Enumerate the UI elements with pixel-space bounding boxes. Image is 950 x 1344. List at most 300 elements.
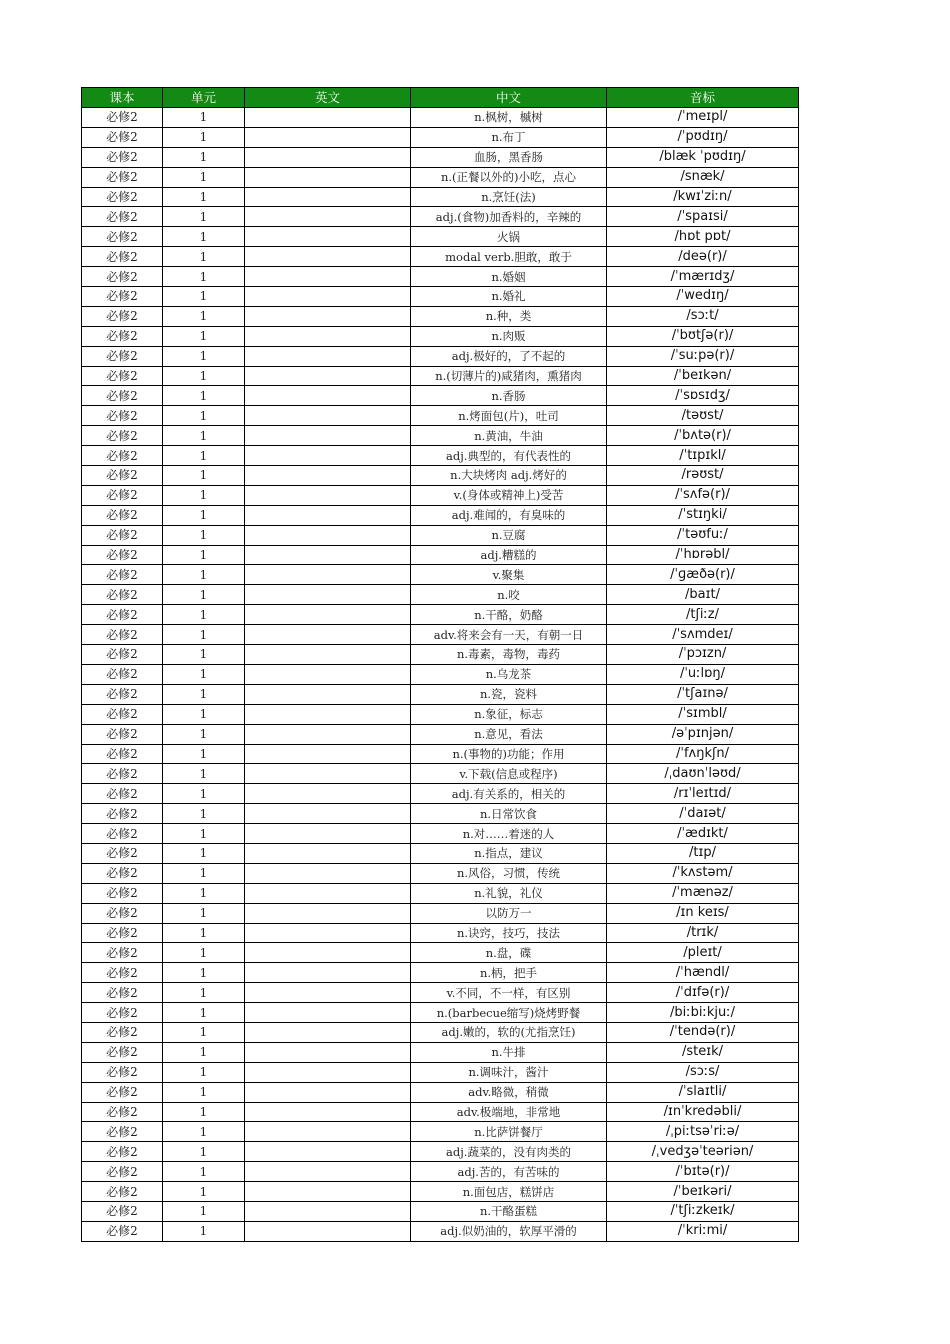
cell-unit: 1 — [163, 446, 245, 466]
cell-ipa: /ˌpiːtsəˈriːə/ — [607, 1122, 799, 1142]
table-row — [82, 963, 799, 983]
table-row — [82, 1003, 799, 1023]
cell-book: 必修2 — [82, 883, 163, 903]
cell-english — [245, 366, 411, 386]
cell-unit: 1 — [163, 187, 245, 207]
cell-ipa: /ˈbʌtə(r)/ — [607, 426, 799, 446]
cell-english — [245, 585, 411, 605]
table-row — [82, 744, 799, 764]
table-row — [82, 1201, 799, 1221]
cell-chinese: adv.将来会有一天，有朝一日 — [411, 625, 607, 645]
cell-ipa: /təʊst/ — [607, 406, 799, 426]
cell-english — [245, 346, 411, 366]
cell-unit: 1 — [163, 724, 245, 744]
table-row — [82, 147, 799, 167]
cell-unit: 1 — [163, 1122, 245, 1142]
cell-unit: 1 — [163, 664, 245, 684]
table-row — [82, 983, 799, 1003]
cell-unit: 1 — [163, 1201, 245, 1221]
cell-unit: 1 — [163, 1142, 245, 1162]
cell-ipa: /ˈbeɪkən/ — [607, 366, 799, 386]
table-row — [82, 485, 799, 505]
cell-chinese: n.风俗，习惯，传统 — [411, 863, 607, 883]
cell-unit: 1 — [163, 625, 245, 645]
cell-unit: 1 — [163, 1221, 245, 1241]
cell-english — [245, 1062, 411, 1082]
cell-unit: 1 — [163, 1082, 245, 1102]
cell-english — [245, 645, 411, 665]
cell-unit: 1 — [163, 784, 245, 804]
table-row — [82, 346, 799, 366]
cell-ipa: /ɪnˈkredəbli/ — [607, 1102, 799, 1122]
cell-english — [245, 883, 411, 903]
cell-book: 必修2 — [82, 1082, 163, 1102]
cell-ipa: /ˈhændl/ — [607, 963, 799, 983]
cell-unit: 1 — [163, 645, 245, 665]
cell-ipa: /ˈslaɪtli/ — [607, 1082, 799, 1102]
cell-book: 必修2 — [82, 684, 163, 704]
cell-book: 必修2 — [82, 804, 163, 824]
cell-ipa: /ˈwedɪŋ/ — [607, 287, 799, 307]
table-row — [82, 863, 799, 883]
cell-chinese: n.(事物的)功能；作用 — [411, 744, 607, 764]
cell-ipa: /steɪk/ — [607, 1042, 799, 1062]
table-row — [82, 1142, 799, 1162]
table-row — [82, 565, 799, 585]
cell-english — [245, 684, 411, 704]
table-row — [82, 684, 799, 704]
cell-english — [245, 1102, 411, 1122]
cell-unit: 1 — [163, 764, 245, 784]
cell-english — [245, 127, 411, 147]
cell-ipa: /trɪk/ — [607, 923, 799, 943]
table-row — [82, 764, 799, 784]
cell-book: 必修2 — [82, 704, 163, 724]
cell-unit: 1 — [163, 983, 245, 1003]
cell-unit: 1 — [163, 744, 245, 764]
cell-unit: 1 — [163, 963, 245, 983]
cell-ipa: /blæk ˈpʊdɪŋ/ — [607, 147, 799, 167]
table-row — [82, 1221, 799, 1241]
table-row — [82, 605, 799, 625]
cell-chinese: adv.极端地，非常地 — [411, 1102, 607, 1122]
cell-chinese: n.盘，碟 — [411, 943, 607, 963]
cell-chinese: n.干酪，奶酪 — [411, 605, 607, 625]
cell-chinese: n.对……着迷的人 — [411, 824, 607, 844]
cell-ipa: /ˈmænəz/ — [607, 883, 799, 903]
cell-english — [245, 804, 411, 824]
cell-book: 必修2 — [82, 1221, 163, 1241]
cell-book: 必修2 — [82, 903, 163, 923]
cell-book: 必修2 — [82, 366, 163, 386]
column-header-ipa: 音标 — [607, 88, 799, 108]
cell-ipa: /ˈdaɪət/ — [607, 804, 799, 824]
cell-chinese: n.柄，把手 — [411, 963, 607, 983]
cell-ipa: /ˈbɪtə(r)/ — [607, 1162, 799, 1182]
cell-ipa: /ˈfʌŋkʃn/ — [607, 744, 799, 764]
table-row — [82, 505, 799, 525]
cell-chinese: adj.难闻的，有臭味的 — [411, 505, 607, 525]
table-row — [82, 326, 799, 346]
cell-ipa: /biːbiːkjuː/ — [607, 1003, 799, 1023]
cell-english — [245, 863, 411, 883]
cell-ipa: /ˈsɪmbl/ — [607, 704, 799, 724]
cell-unit: 1 — [163, 167, 245, 187]
cell-chinese: n.瓷，瓷料 — [411, 684, 607, 704]
cell-ipa: /ˈmeɪpl/ — [607, 108, 799, 128]
table-row — [82, 446, 799, 466]
cell-english — [245, 247, 411, 267]
cell-chinese: n.(barbecue缩写)烧烤野餐 — [411, 1003, 607, 1023]
cell-chinese: n.牛排 — [411, 1042, 607, 1062]
table-row — [82, 386, 799, 406]
cell-chinese: n.大块烤肉 adj.烤好的 — [411, 466, 607, 486]
cell-book: 必修2 — [82, 267, 163, 287]
cell-english — [245, 1142, 411, 1162]
cell-chinese: n.指点，建议 — [411, 843, 607, 863]
cell-chinese: modal verb.胆敢，敢于 — [411, 247, 607, 267]
cell-unit: 1 — [163, 326, 245, 346]
cell-chinese: n.毒素，毒物，毒药 — [411, 645, 607, 665]
cell-book: 必修2 — [82, 167, 163, 187]
cell-english — [245, 525, 411, 545]
table-row — [82, 645, 799, 665]
cell-english — [245, 744, 411, 764]
cell-unit: 1 — [163, 227, 245, 247]
cell-book: 必修2 — [82, 187, 163, 207]
cell-ipa: /rəʊst/ — [607, 466, 799, 486]
cell-unit: 1 — [163, 127, 245, 147]
cell-ipa: /kwɪˈziːn/ — [607, 187, 799, 207]
cell-book: 必修2 — [82, 983, 163, 1003]
cell-book: 必修2 — [82, 326, 163, 346]
table-row — [82, 1042, 799, 1062]
cell-book: 必修2 — [82, 247, 163, 267]
cell-english — [245, 287, 411, 307]
table-row — [82, 466, 799, 486]
cell-ipa: /rɪˈleɪtɪd/ — [607, 784, 799, 804]
cell-chinese: n.乌龙茶 — [411, 664, 607, 684]
cell-unit: 1 — [163, 1062, 245, 1082]
cell-book: 必修2 — [82, 565, 163, 585]
cell-unit: 1 — [163, 267, 245, 287]
cell-unit: 1 — [163, 565, 245, 585]
table-row — [82, 704, 799, 724]
column-header-chinese: 中文 — [411, 88, 607, 108]
cell-book: 必修2 — [82, 207, 163, 227]
cell-book: 必修2 — [82, 784, 163, 804]
cell-book: 必修2 — [82, 843, 163, 863]
cell-english — [245, 1162, 411, 1182]
cell-chinese: adj.(食物)加香料的，辛辣的 — [411, 207, 607, 227]
cell-chinese: v.(身体或精神上)受苦 — [411, 485, 607, 505]
cell-chinese: n.种，类 — [411, 306, 607, 326]
cell-ipa: /snæk/ — [607, 167, 799, 187]
cell-book: 必修2 — [82, 386, 163, 406]
cell-chinese: adv.略微，稍微 — [411, 1082, 607, 1102]
cell-unit: 1 — [163, 406, 245, 426]
cell-english — [245, 267, 411, 287]
cell-book: 必修2 — [82, 346, 163, 366]
cell-unit: 1 — [163, 306, 245, 326]
cell-unit: 1 — [163, 585, 245, 605]
vocabulary-table — [81, 87, 799, 1242]
cell-english — [245, 943, 411, 963]
cell-chinese: n.意见，看法 — [411, 724, 607, 744]
cell-unit: 1 — [163, 108, 245, 128]
cell-english — [245, 187, 411, 207]
cell-ipa: /ˈpʊdɪŋ/ — [607, 127, 799, 147]
cell-ipa: /ˈpɔɪzn/ — [607, 645, 799, 665]
cell-chinese: adj.苦的，有苦味的 — [411, 1162, 607, 1182]
cell-book: 必修2 — [82, 1003, 163, 1023]
table-row — [82, 545, 799, 565]
cell-chinese: n.婚姻 — [411, 267, 607, 287]
cell-ipa: /sɔːs/ — [607, 1062, 799, 1082]
cell-ipa: /ˈɡæðə(r)/ — [607, 565, 799, 585]
table-row — [82, 187, 799, 207]
cell-book: 必修2 — [82, 227, 163, 247]
cell-unit: 1 — [163, 605, 245, 625]
cell-chinese: n.烹饪(法) — [411, 187, 607, 207]
cell-english — [245, 466, 411, 486]
cell-unit: 1 — [163, 1182, 245, 1202]
table-row — [82, 824, 799, 844]
cell-english — [245, 1022, 411, 1042]
cell-book: 必修2 — [82, 1022, 163, 1042]
table-row — [82, 406, 799, 426]
cell-chinese: adj.嫩的，软的(尤指烹饪) — [411, 1022, 607, 1042]
table-row — [82, 724, 799, 744]
cell-ipa: /ˈspaɪsi/ — [607, 207, 799, 227]
cell-english — [245, 704, 411, 724]
cell-english — [245, 426, 411, 446]
cell-unit: 1 — [163, 843, 245, 863]
cell-ipa: /ˈtʃaɪnə/ — [607, 684, 799, 704]
table-row — [82, 1102, 799, 1122]
table-row — [82, 426, 799, 446]
cell-english — [245, 843, 411, 863]
cell-book: 必修2 — [82, 406, 163, 426]
cell-english — [245, 1182, 411, 1202]
cell-english — [245, 724, 411, 744]
cell-ipa: /ˈsɒsɪdʒ/ — [607, 386, 799, 406]
cell-book: 必修2 — [82, 147, 163, 167]
cell-english — [245, 386, 411, 406]
cell-book: 必修2 — [82, 287, 163, 307]
cell-ipa: /ɪn keɪs/ — [607, 903, 799, 923]
cell-book: 必修2 — [82, 1122, 163, 1142]
cell-unit: 1 — [163, 1102, 245, 1122]
cell-book: 必修2 — [82, 485, 163, 505]
cell-unit: 1 — [163, 923, 245, 943]
cell-unit: 1 — [163, 804, 245, 824]
cell-ipa: /deə(r)/ — [607, 247, 799, 267]
cell-book: 必修2 — [82, 108, 163, 128]
cell-ipa: /hɒt pɒt/ — [607, 227, 799, 247]
cell-unit: 1 — [163, 426, 245, 446]
cell-english — [245, 147, 411, 167]
table-row — [82, 1062, 799, 1082]
cell-ipa: /pleɪt/ — [607, 943, 799, 963]
table-row — [82, 664, 799, 684]
cell-unit: 1 — [163, 366, 245, 386]
cell-unit: 1 — [163, 684, 245, 704]
column-header-unit: 单元 — [163, 88, 245, 108]
cell-chinese: n.烤面包(片)，吐司 — [411, 406, 607, 426]
cell-english — [245, 1042, 411, 1062]
cell-english — [245, 1082, 411, 1102]
table-row — [82, 167, 799, 187]
table-row — [82, 883, 799, 903]
table-row — [82, 287, 799, 307]
cell-unit: 1 — [163, 943, 245, 963]
cell-english — [245, 1003, 411, 1023]
cell-english — [245, 625, 411, 645]
cell-english — [245, 1201, 411, 1221]
cell-chinese: n.面包店，糕饼店 — [411, 1182, 607, 1202]
cell-book: 必修2 — [82, 963, 163, 983]
cell-book: 必修2 — [82, 1042, 163, 1062]
cell-chinese: v.下载(信息或程序) — [411, 764, 607, 784]
cell-ipa: /ˈtendə(r)/ — [607, 1022, 799, 1042]
table-row — [82, 247, 799, 267]
cell-book: 必修2 — [82, 923, 163, 943]
cell-english — [245, 545, 411, 565]
cell-unit: 1 — [163, 485, 245, 505]
cell-unit: 1 — [163, 466, 245, 486]
cell-chinese: n.咬 — [411, 585, 607, 605]
cell-ipa: /ˈdɪfə(r)/ — [607, 983, 799, 1003]
cell-book: 必修2 — [82, 1142, 163, 1162]
cell-book: 必修2 — [82, 605, 163, 625]
cell-english — [245, 108, 411, 128]
cell-book: 必修2 — [82, 525, 163, 545]
cell-chinese: n.香肠 — [411, 386, 607, 406]
cell-chinese: n.枫树，槭树 — [411, 108, 607, 128]
table-row — [82, 108, 799, 128]
cell-chinese: n.肉贩 — [411, 326, 607, 346]
cell-ipa: /ˈbeɪkəri/ — [607, 1182, 799, 1202]
table-row — [82, 1122, 799, 1142]
cell-book: 必修2 — [82, 585, 163, 605]
cell-chinese: adj.糟糕的 — [411, 545, 607, 565]
cell-english — [245, 306, 411, 326]
cell-ipa: /baɪt/ — [607, 585, 799, 605]
table-row — [82, 525, 799, 545]
cell-unit: 1 — [163, 863, 245, 883]
cell-english — [245, 903, 411, 923]
cell-english — [245, 1221, 411, 1241]
cell-unit: 1 — [163, 147, 245, 167]
cell-book: 必修2 — [82, 943, 163, 963]
cell-book: 必修2 — [82, 724, 163, 744]
cell-ipa: /ˈtəʊfuː/ — [607, 525, 799, 545]
cell-unit: 1 — [163, 386, 245, 406]
table-row — [82, 366, 799, 386]
cell-english — [245, 784, 411, 804]
cell-chinese: n.比萨饼餐厅 — [411, 1122, 607, 1142]
cell-unit: 1 — [163, 505, 245, 525]
cell-book: 必修2 — [82, 824, 163, 844]
cell-book: 必修2 — [82, 466, 163, 486]
cell-chinese: adj.似奶油的，软厚平滑的 — [411, 1221, 607, 1241]
table-row — [82, 625, 799, 645]
cell-chinese: 以防万一 — [411, 903, 607, 923]
cell-ipa: /sɔːt/ — [607, 306, 799, 326]
cell-unit: 1 — [163, 346, 245, 366]
cell-unit: 1 — [163, 824, 245, 844]
cell-english — [245, 923, 411, 943]
table-header-row — [82, 88, 799, 108]
cell-book: 必修2 — [82, 1182, 163, 1202]
cell-english — [245, 824, 411, 844]
cell-book: 必修2 — [82, 1162, 163, 1182]
cell-chinese: n.婚礼 — [411, 287, 607, 307]
table-row — [82, 923, 799, 943]
cell-book: 必修2 — [82, 426, 163, 446]
cell-book: 必修2 — [82, 127, 163, 147]
table-row — [82, 843, 799, 863]
cell-chinese: n.诀窍，技巧，技法 — [411, 923, 607, 943]
table-row — [82, 784, 799, 804]
cell-english — [245, 446, 411, 466]
cell-ipa: /ˈbʊtʃə(r)/ — [607, 326, 799, 346]
cell-chinese: n.日常饮食 — [411, 804, 607, 824]
table-row — [82, 1082, 799, 1102]
cell-unit: 1 — [163, 1042, 245, 1062]
cell-english — [245, 605, 411, 625]
cell-ipa: /ˈsʌmdeɪ/ — [607, 625, 799, 645]
cell-ipa: /tɪp/ — [607, 843, 799, 863]
cell-ipa: /ˈmærɪdʒ/ — [607, 267, 799, 287]
table-row — [82, 267, 799, 287]
column-header-english: 英文 — [245, 88, 411, 108]
table-row — [82, 1162, 799, 1182]
cell-chinese: adj.典型的，有代表性的 — [411, 446, 607, 466]
cell-unit: 1 — [163, 287, 245, 307]
cell-ipa: /ˈtʃiːzkeɪk/ — [607, 1201, 799, 1221]
table-row — [82, 804, 799, 824]
cell-english — [245, 983, 411, 1003]
cell-english — [245, 963, 411, 983]
cell-book: 必修2 — [82, 625, 163, 645]
cell-book: 必修2 — [82, 545, 163, 565]
cell-book: 必修2 — [82, 1062, 163, 1082]
cell-english — [245, 326, 411, 346]
cell-unit: 1 — [163, 525, 245, 545]
cell-unit: 1 — [163, 247, 245, 267]
cell-english — [245, 207, 411, 227]
cell-english — [245, 505, 411, 525]
table-row — [82, 943, 799, 963]
cell-ipa: /ˈsuːpə(r)/ — [607, 346, 799, 366]
cell-unit: 1 — [163, 207, 245, 227]
cell-chinese: adj.蔬菜的，没有肉类的 — [411, 1142, 607, 1162]
cell-chinese: adj.有关系的，相关的 — [411, 784, 607, 804]
cell-english — [245, 1122, 411, 1142]
cell-chinese: adj.极好的，了不起的 — [411, 346, 607, 366]
table-row — [82, 127, 799, 147]
cell-chinese: n.豆腐 — [411, 525, 607, 545]
cell-chinese: v.不同，不一样，有区别 — [411, 983, 607, 1003]
cell-book: 必修2 — [82, 1102, 163, 1122]
cell-english — [245, 764, 411, 784]
cell-english — [245, 406, 411, 426]
cell-book: 必修2 — [82, 645, 163, 665]
cell-unit: 1 — [163, 883, 245, 903]
table-row — [82, 903, 799, 923]
